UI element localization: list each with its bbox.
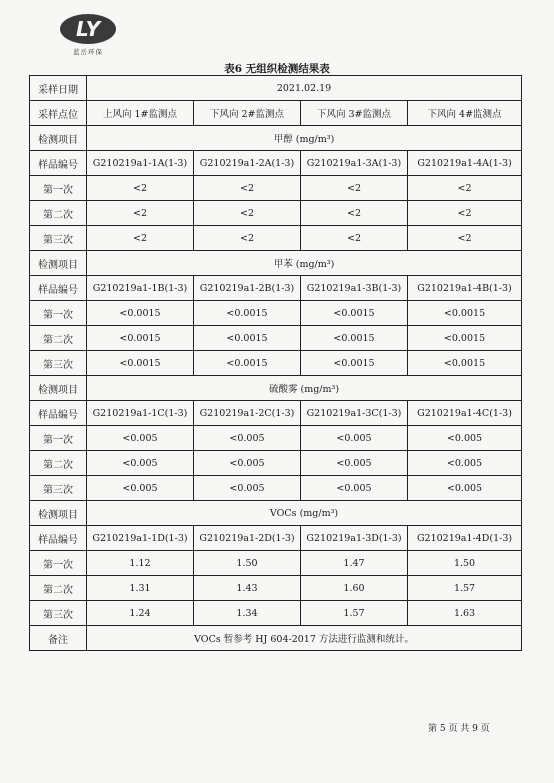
result-value: <0.005	[194, 451, 301, 476]
sample-id-cell: G210219a1-1D(1-3)	[87, 526, 194, 551]
round-label: 第三次	[30, 226, 87, 251]
result-row	[30, 601, 522, 626]
sample-row	[30, 151, 522, 176]
date-row	[30, 76, 522, 101]
sample-id-cell: G210219a1-1C(1-3)	[87, 401, 194, 426]
company-logo	[58, 12, 118, 56]
sample-id-cell: G210219a1-2C(1-3)	[194, 401, 301, 426]
result-value: 1.34	[194, 601, 301, 626]
sample-id-cell: G210219a1-2B(1-3)	[194, 276, 301, 301]
item-row	[30, 376, 522, 401]
result-value: <0.0015	[87, 351, 194, 376]
result-value: <2	[87, 201, 194, 226]
remark-row	[30, 626, 522, 651]
point-cell: 下风向 3#监测点	[301, 101, 408, 126]
result-value: <0.005	[301, 476, 408, 501]
results-table	[29, 75, 522, 651]
sample-id-cell: G210219a1-4C(1-3)	[408, 401, 522, 426]
item-row	[30, 501, 522, 526]
round-label: 第二次	[30, 201, 87, 226]
page-number: 第 5 页 共 9 页	[428, 724, 490, 734]
round-label: 第一次	[30, 551, 87, 576]
result-value: <2	[301, 176, 408, 201]
result-value: <0.0015	[194, 326, 301, 351]
date-label: 采样日期	[30, 76, 87, 101]
item-name: 甲苯 (mg/m³)	[87, 251, 522, 276]
item-label: 检测项目	[30, 501, 87, 526]
result-value: <0.005	[408, 476, 522, 501]
sample-label: 样品编号	[30, 276, 87, 301]
sample-id-cell: G210219a1-3C(1-3)	[301, 401, 408, 426]
result-value: <2	[408, 201, 522, 226]
points-label: 采样点位	[30, 101, 87, 126]
result-value: 1.47	[301, 551, 408, 576]
result-value: <0.005	[87, 426, 194, 451]
round-label: 第二次	[30, 326, 87, 351]
item-name: VOCs (mg/m³)	[87, 501, 522, 526]
round-label: 第三次	[30, 476, 87, 501]
item-label: 检测项目	[30, 376, 87, 401]
item-row	[30, 126, 522, 151]
round-label: 第二次	[30, 451, 87, 476]
result-value: <0.005	[408, 426, 522, 451]
item-label: 检测项目	[30, 251, 87, 276]
result-row	[30, 176, 522, 201]
result-row	[30, 576, 522, 601]
result-value: <0.005	[408, 451, 522, 476]
result-value: <0.005	[301, 451, 408, 476]
sample-id-cell: G210219a1-4D(1-3)	[408, 526, 522, 551]
remark-label: 备注	[30, 626, 87, 651]
sample-id-cell: G210219a1-4B(1-3)	[408, 276, 522, 301]
result-value: <0.0015	[194, 301, 301, 326]
result-value: <0.0015	[301, 301, 408, 326]
item-name: 甲醇 (mg/m³)	[87, 126, 522, 151]
result-value: <0.005	[87, 451, 194, 476]
result-row	[30, 551, 522, 576]
result-row	[30, 476, 522, 501]
result-value: <0.005	[87, 476, 194, 501]
logo-emblem-icon	[58, 12, 118, 46]
svg-text:LY: LY	[75, 17, 101, 41]
result-value: 1.24	[87, 601, 194, 626]
remark-text: VOCs 暂参考 HJ 604-2017 方法进行监测和统计。	[87, 626, 522, 651]
item-row	[30, 251, 522, 276]
result-value: <0.0015	[87, 301, 194, 326]
sample-id-cell: G210219a1-4A(1-3)	[408, 151, 522, 176]
result-value: 1.31	[87, 576, 194, 601]
round-label: 第三次	[30, 351, 87, 376]
sample-id-cell: G210219a1-3A(1-3)	[301, 151, 408, 176]
result-value: 1.57	[301, 601, 408, 626]
result-row	[30, 426, 522, 451]
sample-row	[30, 526, 522, 551]
result-value: <2	[301, 226, 408, 251]
round-label: 第一次	[30, 176, 87, 201]
logo-text: 蓝岳环保	[73, 48, 103, 56]
result-value: <0.0015	[408, 326, 522, 351]
table-title: 表6 无组织检测结果表	[224, 63, 330, 75]
sample-row	[30, 276, 522, 301]
result-value: <0.0015	[301, 351, 408, 376]
sample-id-cell: G210219a1-2A(1-3)	[194, 151, 301, 176]
point-cell: 上风向 1#监测点	[87, 101, 194, 126]
result-value: <0.0015	[301, 326, 408, 351]
result-value: 1.63	[408, 601, 522, 626]
result-value: <2	[194, 226, 301, 251]
result-value: <0.0015	[408, 301, 522, 326]
result-value: 1.50	[408, 551, 522, 576]
date-value: 2021.02.19	[87, 76, 522, 101]
result-value: <2	[87, 226, 194, 251]
result-value: <2	[408, 226, 522, 251]
round-label: 第一次	[30, 426, 87, 451]
item-name: 硫酸雾 (mg/m³)	[87, 376, 522, 401]
round-label: 第一次	[30, 301, 87, 326]
sample-id-cell: G210219a1-3D(1-3)	[301, 526, 408, 551]
result-row	[30, 351, 522, 376]
result-value: <0.005	[301, 426, 408, 451]
points-row	[30, 101, 522, 126]
result-row	[30, 326, 522, 351]
sample-row	[30, 401, 522, 426]
result-row	[30, 226, 522, 251]
sample-id-cell: G210219a1-3B(1-3)	[301, 276, 408, 301]
result-value: 1.57	[408, 576, 522, 601]
sample-label: 样品编号	[30, 151, 87, 176]
sample-label: 样品编号	[30, 401, 87, 426]
sample-id-cell: G210219a1-1A(1-3)	[87, 151, 194, 176]
result-value: <0.0015	[408, 351, 522, 376]
result-value: 1.12	[87, 551, 194, 576]
sample-label: 样品编号	[30, 526, 87, 551]
result-value: 1.60	[301, 576, 408, 601]
round-label: 第二次	[30, 576, 87, 601]
result-value: <2	[194, 176, 301, 201]
sample-id-cell: G210219a1-2D(1-3)	[194, 526, 301, 551]
result-value: 1.50	[194, 551, 301, 576]
result-row	[30, 451, 522, 476]
result-row	[30, 201, 522, 226]
result-value: <0.005	[194, 426, 301, 451]
result-value: <2	[301, 201, 408, 226]
sample-id-cell: G210219a1-1B(1-3)	[87, 276, 194, 301]
result-row	[30, 301, 522, 326]
result-value: <2	[408, 176, 522, 201]
result-value: <0.005	[194, 476, 301, 501]
result-value: <0.0015	[87, 326, 194, 351]
item-label: 检测项目	[30, 126, 87, 151]
result-value: <2	[87, 176, 194, 201]
round-label: 第三次	[30, 601, 87, 626]
point-cell: 下风向 4#监测点	[408, 101, 522, 126]
result-value: <0.0015	[194, 351, 301, 376]
result-value: 1.43	[194, 576, 301, 601]
result-value: <2	[194, 201, 301, 226]
point-cell: 下风向 2#监测点	[194, 101, 301, 126]
